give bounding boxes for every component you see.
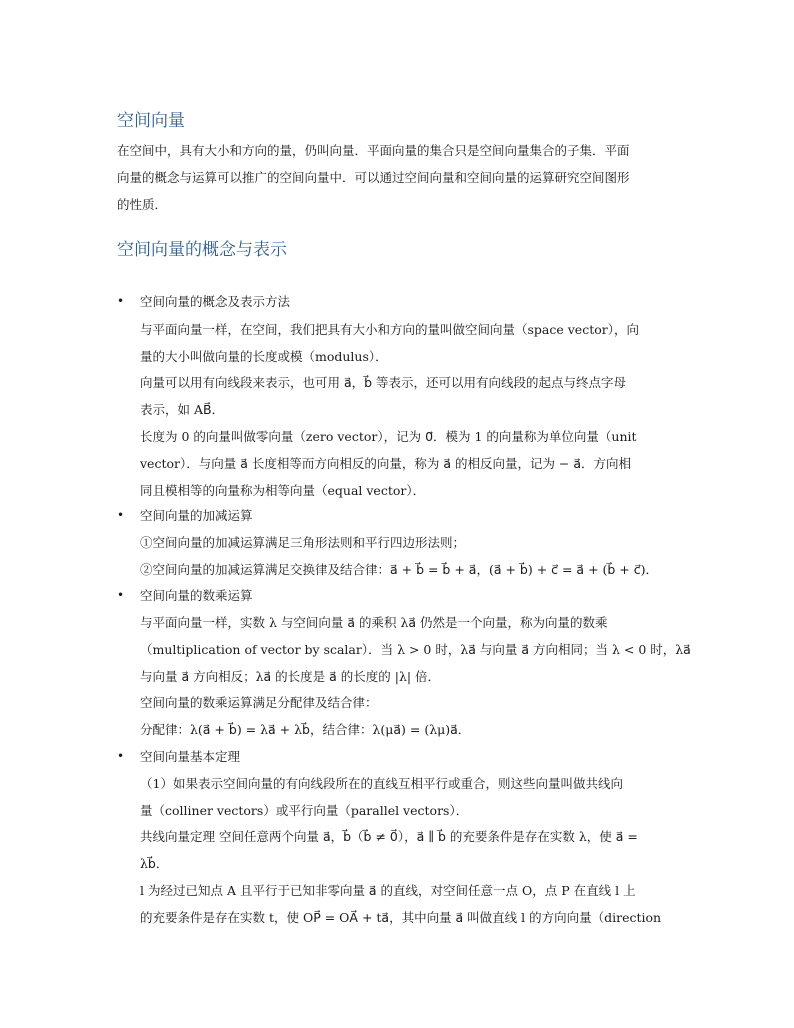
section-title-space-vector: 空间向量: [117, 111, 185, 131]
intro-line-2: 向量的概念与运算可以推广的空间向量中．可以通过空间向量和空间向量的运算研究空间图形: [117, 170, 630, 185]
item1-line-7: 同且模相等的向量称为相等向量（equal vector）．: [140, 483, 426, 498]
item4-line-6: 的充要条件是存在实数 t，使 OP⃗ = OA⃗ + ta⃗，其中向量 a⃗ 叫做直线 l 的方向向量（direction: [140, 910, 662, 925]
item3-line-3: 与向量 a⃗ 方向相反；λa⃗ 的长度是 a⃗ 的长度的 |λ| 倍．: [140, 669, 441, 684]
item3-line-1: 与平面向量一样，实数 λ 与空间向量 a⃗ 的乘积 λa⃗ 仍然是一个向量，称为向量的数乘: [140, 615, 608, 630]
item-heading-add-subtract: 空间向量的加减运算: [140, 508, 253, 523]
item4-line-5: l 为经过已知点 A 且平行于已知非零向量 a⃗ 的直线，对空间任意一点 O，点 P 在直线 l 上: [140, 883, 636, 898]
item1-line-1: 与平面向量一样，在空间，我们把具有大小和方向的量叫做空间向量（space vector），向: [140, 322, 639, 337]
bullet-icon: •: [117, 294, 125, 308]
item-heading-fundamental-theorem: 空间向量基本定理: [140, 749, 241, 764]
item-heading-scalar-multiplication: 空间向量的数乘运算: [140, 588, 253, 603]
item3-line-4: 空间向量的数乘运算满足分配律及结合律：: [140, 695, 378, 710]
item1-line-6: vector）．与向量 a⃗ 长度相等而方向相反的向量，称为 a⃗ 的相反向量，记为 − a⃗．方向相: [140, 456, 632, 471]
item1-line-3: 向量可以用有向线段来表示，也可用 a⃗，b⃗ 等表示，还可以用有向线段的起点与终点字母: [140, 375, 627, 390]
intro-line-1: 在空间中，具有大小和方向的量，仍叫向量．平面向量的集合只是空间向量集合的子集．平面: [117, 143, 630, 158]
item1-line-4: 表示，如 AB⃗．: [140, 402, 225, 417]
intro-line-3: 的性质．: [117, 197, 168, 212]
item1-line-2: 量的大小叫做向量的长度或模（modulus）．: [140, 349, 388, 364]
item2-line-1: ①空间向量的加减运算满足三角形法则和平行四边形法则；: [140, 535, 466, 550]
item1-line-5: 长度为 0 的向量叫做零向量（zero vector），记为 0⃗．模为 1 的向量称为单位向量（unit: [140, 429, 637, 444]
item4-line-4: λb⃗．: [140, 856, 169, 871]
item2-line-2: ②空间向量的加减运算满足交换律及结合律：a⃗ + b⃗ = b⃗ + a⃗，(a⃗ + b⃗) + c⃗ = a⃗ + (b⃗ + c⃗)．: [140, 562, 658, 577]
bullet-icon: •: [117, 588, 125, 602]
bullet-icon: •: [117, 508, 125, 522]
item4-line-1: （1）如果表示空间向量的有向线段所在的直线互相平行或重合，则这些向量叫做共线向: [140, 776, 623, 791]
bullet-icon: •: [117, 749, 125, 763]
item-heading-concept: 空间向量的概念及表示方法: [140, 294, 291, 309]
section-title-concept-representation: 空间向量的概念与表示: [117, 240, 287, 260]
item3-line-2: （multiplication of vector by scalar）．当 λ > 0 时，λa⃗ 与向量 a⃗ 方向相同；当 λ < 0 时，λa⃗: [140, 642, 691, 657]
item4-line-2: 量（colliner vectors）或平行向量（parallel vectors）．: [140, 803, 469, 818]
item4-line-3: 共线向量定理 空间任意两个向量 a⃗，b⃗（b⃗ ≠ 0⃗），a⃗ ∥ b⃗ 的充要条件是存在实数 λ，使 a⃗ =: [140, 829, 638, 844]
item3-line-5: 分配律：λ(a⃗ + b⃗) = λa⃗ + λb⃗，结合律：λ(μa⃗) = (λμ)a⃗．: [140, 722, 471, 737]
